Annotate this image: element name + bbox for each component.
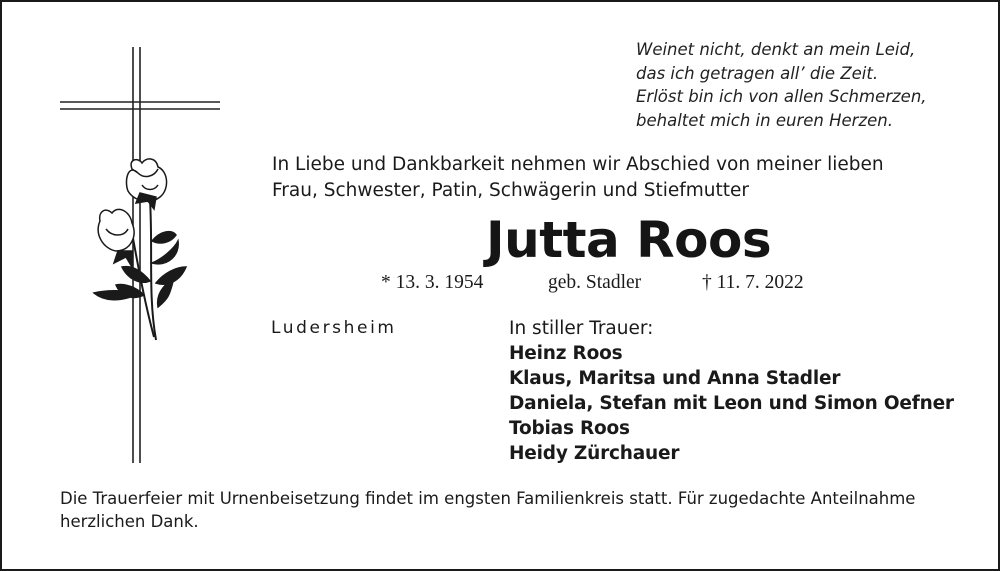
poem-line: das ich getragen all’ die Zeit. xyxy=(636,63,879,83)
mourner-name: Heidy Zürchauer xyxy=(509,443,680,464)
maiden-name: geb. Stadler xyxy=(548,272,642,293)
deceased-name: Jutta Roos xyxy=(486,211,772,269)
poem-line: Weinet nicht, denkt an mein Leid, xyxy=(636,40,916,59)
birth-date: * 13. 3. 1954 xyxy=(381,272,484,293)
funeral-note xyxy=(60,487,960,533)
funeral-note-line-2: herzlichen Dank. xyxy=(60,512,199,531)
mourner-name: Tobias Roos xyxy=(509,418,630,439)
poem xyxy=(636,38,927,132)
place-name: Ludersheim xyxy=(271,318,397,338)
poem-line: Erlöst bin ich von allen Schmerzen, xyxy=(636,87,927,106)
mourners-heading: In stiller Trauer: xyxy=(509,318,654,339)
intro-line-1: In Liebe und Dankbarkeit nehmen wir Abschied von meiner lieben xyxy=(272,154,884,175)
mourner-name: Heinz Roos xyxy=(509,343,623,364)
funeral-note-line-1: Die Trauerfeier mit Urnenbeisetzung findet im engsten Familienkreis statt. Für zugedachte Anteilnahme xyxy=(60,489,916,508)
intro-line-2: Frau, Schwester, Patin, Schwägerin und Stiefmutter xyxy=(272,180,749,201)
cross-with-rose-ornament xyxy=(58,45,224,465)
mourner-name: Klaus, Maritsa und Anna Stadler xyxy=(509,368,841,389)
mourner-name: Daniela, Stefan mit Leon und Simon Oefner xyxy=(509,393,954,414)
poem-line: behaltet mich in euren Herzen. xyxy=(636,110,893,130)
cross-icon xyxy=(60,47,220,463)
death-date: † 11. 7. 2022 xyxy=(702,272,804,293)
mourners-list xyxy=(509,316,954,466)
intro-text xyxy=(272,152,884,204)
